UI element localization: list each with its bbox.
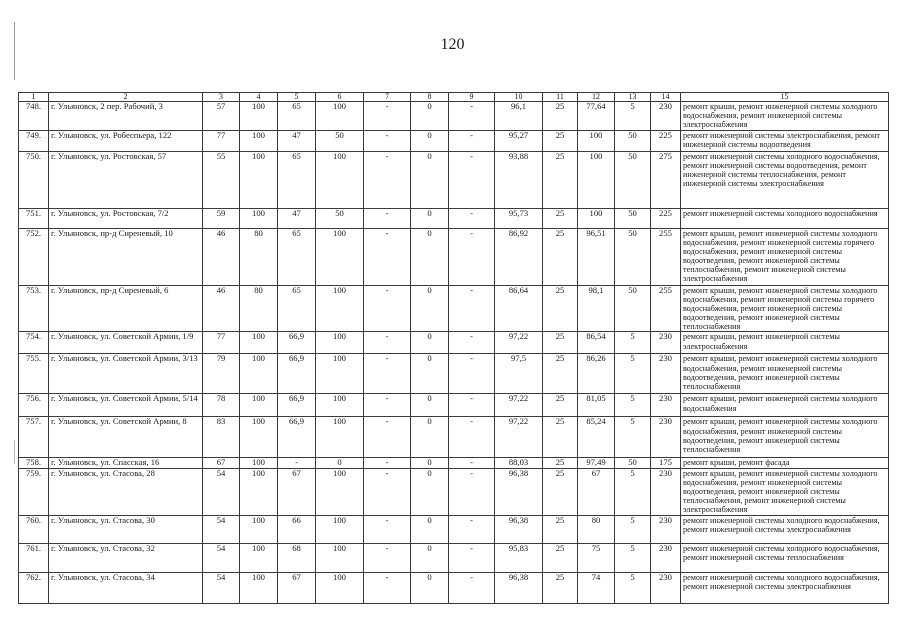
value-cell: 97,22 [495, 332, 543, 354]
header-cell-4: 4 [240, 93, 278, 102]
header-cell-6: 6 [316, 93, 364, 102]
value-cell: 100 [240, 417, 278, 458]
value-cell: 96,38 [495, 515, 543, 543]
value-cell: 0 [411, 417, 449, 458]
value-cell: 230 [651, 417, 681, 458]
value-cell: 86,92 [495, 229, 543, 286]
work-types-cell: ремонт крыши, ремонт инженерной системы холодного водоснабжения, ремонт инженерной системы горячего водоснабжения, ремонт инженерной системы водоотведения, ремонт инженерной системы теплоснабжения [681, 286, 889, 332]
work-types-cell: ремонт крыши, ремонт фасада [681, 458, 889, 468]
value-cell: - [449, 394, 495, 417]
value-cell: 100 [316, 332, 364, 354]
value-cell: 100 [240, 354, 278, 394]
value-cell: 0 [411, 572, 449, 603]
work-types-cell: ремонт инженерной системы холодного водоснабжения, ремонт инженерной системы теплоснабжения [681, 543, 889, 572]
value-cell: 96,38 [495, 572, 543, 603]
value-cell: 5 [615, 394, 651, 417]
value-cell: - [364, 394, 411, 417]
value-cell: 230 [651, 354, 681, 394]
value-cell: 100 [316, 417, 364, 458]
value-cell: 230 [651, 515, 681, 543]
value-cell: 100 [316, 286, 364, 332]
value-cell: - [449, 332, 495, 354]
row-number-cell: 759. [19, 468, 49, 515]
value-cell: - [364, 332, 411, 354]
value-cell: 275 [651, 152, 681, 209]
value-cell: 65 [278, 152, 316, 209]
value-cell: 100 [316, 572, 364, 603]
work-types-cell: ремонт крыши, ремонт инженерной системы холодного водоснабжения, ремонт инженерной системы электроснабжения [681, 102, 889, 131]
work-types-cell: ремонт инженерной системы электроснабжения, ремонт инженерной системы водоотведения [681, 131, 889, 152]
value-cell: 100 [316, 152, 364, 209]
value-cell: 100 [316, 515, 364, 543]
value-cell: 0 [411, 286, 449, 332]
work-types-cell: ремонт инженерной системы холодного водоснабжения, ремонт инженерной системы электроснабжения [681, 515, 889, 543]
row-number-cell: 753. [19, 286, 49, 332]
value-cell: 0 [411, 209, 449, 229]
value-cell: - [449, 131, 495, 152]
value-cell: - [364, 458, 411, 468]
row-number-cell: 755. [19, 354, 49, 394]
header-cell-7: 7 [364, 93, 411, 102]
value-cell: - [364, 102, 411, 131]
value-cell: 57 [203, 102, 240, 131]
value-cell: 230 [651, 332, 681, 354]
value-cell: 65 [278, 229, 316, 286]
value-cell: 0 [411, 394, 449, 417]
work-types-cell: ремонт крыши, ремонт инженерной системы холодного водоснабжения, ремонт инженерной системы горячего водоснабжения, ремонт инженерной системы водоотведения, ремонт инженерной системы теплоснабжения, ремонт инженерной системы электроснабжения [681, 229, 889, 286]
page-number: 120 [440, 36, 465, 53]
work-types-cell: ремонт крыши, ремонт инженерной системы холодного водоснабжения, ремонт инженерной системы водоотведения, ремонт инженерной системы теплоснабжения, ремонт инженерной системы электроснабжения [681, 468, 889, 515]
value-cell: - [449, 152, 495, 209]
value-cell: 88,03 [495, 458, 543, 468]
table-row [19, 458, 889, 468]
value-cell: 5 [615, 468, 651, 515]
table-row [19, 286, 889, 332]
value-cell: 96,1 [495, 102, 543, 131]
value-cell: - [364, 229, 411, 286]
table-row [19, 152, 889, 209]
value-cell: - [449, 209, 495, 229]
value-cell: - [449, 572, 495, 603]
value-cell: 0 [411, 468, 449, 515]
value-cell: 25 [543, 468, 578, 515]
value-cell: 67 [278, 468, 316, 515]
value-cell: 68 [278, 543, 316, 572]
value-cell: 54 [203, 515, 240, 543]
table-row [19, 332, 889, 354]
value-cell: 100 [316, 354, 364, 394]
work-types-cell: ремонт крыши, ремонт инженерной системы холодного водоснабжения [681, 394, 889, 417]
value-cell: 5 [615, 515, 651, 543]
value-cell: 100 [316, 468, 364, 515]
address-cell: г. Ульяновск, ул. Советской Армии, 3/13 [49, 354, 203, 394]
work-types-cell: ремонт крыши, ремонт инженерной системы холодного водоснабжения, ремонт инженерной системы водоотведения, ремонт инженерной системы теплоснабжения [681, 417, 889, 458]
value-cell: 59 [203, 209, 240, 229]
value-cell: 100 [240, 515, 278, 543]
row-number-cell: 751. [19, 209, 49, 229]
value-cell: 77 [203, 332, 240, 354]
value-cell: - [278, 458, 316, 468]
value-cell: 100 [240, 332, 278, 354]
table-row [19, 572, 889, 603]
value-cell: 77 [203, 131, 240, 152]
value-cell: 47 [278, 131, 316, 152]
work-types-cell: ремонт крыши, ремонт инженерной системы электроснабжения [681, 332, 889, 354]
value-cell: 83 [203, 417, 240, 458]
value-cell: 66,9 [278, 394, 316, 417]
value-cell: 0 [411, 332, 449, 354]
value-cell: 5 [615, 102, 651, 131]
row-number-cell: 762. [19, 572, 49, 603]
value-cell: 175 [651, 458, 681, 468]
value-cell: - [364, 572, 411, 603]
value-cell: 100 [240, 102, 278, 131]
address-cell: г. Ульяновск, ул. Советской Армии, 8 [49, 417, 203, 458]
work-types-cell: ремонт инженерной системы холодного водоснабжения, ремонт инженерной системы электроснабжения [681, 572, 889, 603]
row-number-cell: 754. [19, 332, 49, 354]
address-cell: г. Ульяновск, ул. Стасова, 32 [49, 543, 203, 572]
value-cell: 25 [543, 286, 578, 332]
header-cell-3: 3 [203, 93, 240, 102]
table-row [19, 209, 889, 229]
header-cell-8: 8 [411, 93, 449, 102]
value-cell: 230 [651, 468, 681, 515]
value-cell: 95,83 [495, 543, 543, 572]
value-cell: - [449, 229, 495, 286]
value-cell: 74 [578, 572, 615, 603]
work-types-cell: ремонт инженерной системы холодного водоснабжения, ремонт инженерной системы водоотведения, ремонт инженерной системы теплоснабжения, ремонт инженерной системы электроснабжения [681, 152, 889, 209]
value-cell: 67 [203, 458, 240, 468]
value-cell: 67 [278, 572, 316, 603]
address-cell: г. Ульяновск, 2 пер. Рабочий, 3 [49, 102, 203, 131]
value-cell: 25 [543, 354, 578, 394]
row-number-cell: 758. [19, 458, 49, 468]
value-cell: 5 [615, 354, 651, 394]
value-cell: 97,49 [578, 458, 615, 468]
value-cell: 50 [316, 131, 364, 152]
value-cell: - [449, 102, 495, 131]
repair-register-table [18, 92, 889, 604]
value-cell: - [364, 286, 411, 332]
value-cell: 100 [240, 458, 278, 468]
value-cell: 100 [240, 572, 278, 603]
value-cell: 230 [651, 394, 681, 417]
table-row [19, 417, 889, 458]
address-cell: г. Ульяновск, ул. Спасская, 16 [49, 458, 203, 468]
value-cell: 100 [240, 468, 278, 515]
table-row [19, 394, 889, 417]
address-cell: г. Ульяновск, пр-д Сиреневый, 10 [49, 229, 203, 286]
value-cell: 81,05 [578, 394, 615, 417]
value-cell: 25 [543, 458, 578, 468]
value-cell: 225 [651, 131, 681, 152]
value-cell: 25 [543, 152, 578, 209]
row-number-cell: 752. [19, 229, 49, 286]
value-cell: 97,22 [495, 394, 543, 417]
table-row [19, 468, 889, 515]
value-cell: 255 [651, 229, 681, 286]
value-cell: - [364, 209, 411, 229]
row-number-cell: 760. [19, 515, 49, 543]
value-cell: - [449, 468, 495, 515]
value-cell: - [364, 131, 411, 152]
value-cell: 25 [543, 102, 578, 131]
value-cell: - [364, 515, 411, 543]
value-cell: 67 [578, 468, 615, 515]
value-cell: 5 [615, 332, 651, 354]
value-cell: 100 [316, 102, 364, 131]
value-cell: 25 [543, 209, 578, 229]
value-cell: 0 [411, 354, 449, 394]
value-cell: 95,73 [495, 209, 543, 229]
header-cell-11: 11 [543, 93, 578, 102]
value-cell: 100 [316, 229, 364, 286]
value-cell: 50 [615, 209, 651, 229]
value-cell: 46 [203, 286, 240, 332]
value-cell: 25 [543, 543, 578, 572]
value-cell: 85,24 [578, 417, 615, 458]
value-cell: - [364, 468, 411, 515]
value-cell: 5 [615, 543, 651, 572]
header-cell-12: 12 [578, 93, 615, 102]
value-cell: 0 [411, 229, 449, 286]
value-cell: 5 [615, 572, 651, 603]
row-number-cell: 761. [19, 543, 49, 572]
value-cell: - [449, 286, 495, 332]
value-cell: 25 [543, 515, 578, 543]
address-cell: г. Ульяновск, ул. Стасова, 34 [49, 572, 203, 603]
row-number-cell: 757. [19, 417, 49, 458]
header-cell-10: 10 [495, 93, 543, 102]
value-cell: 54 [203, 543, 240, 572]
value-cell: 0 [411, 131, 449, 152]
table-row [19, 515, 889, 543]
address-cell: г. Ульяновск, ул. Робеспьера, 122 [49, 131, 203, 152]
header-cell-9: 9 [449, 93, 495, 102]
value-cell: 5 [615, 417, 651, 458]
value-cell: 46 [203, 229, 240, 286]
value-cell: 25 [543, 131, 578, 152]
header-cell-14: 14 [651, 93, 681, 102]
value-cell: 80 [240, 229, 278, 286]
row-number-cell: 748. [19, 102, 49, 131]
value-cell: 100 [316, 543, 364, 572]
value-cell: - [364, 543, 411, 572]
value-cell: 50 [615, 131, 651, 152]
address-cell: г. Ульяновск, ул. Ростовская, 57 [49, 152, 203, 209]
value-cell: - [364, 354, 411, 394]
table-row [19, 354, 889, 394]
value-cell: 66,9 [278, 417, 316, 458]
value-cell: 97,5 [495, 354, 543, 394]
value-cell: 0 [411, 152, 449, 209]
header-cell-13: 13 [615, 93, 651, 102]
value-cell: 97,22 [495, 417, 543, 458]
value-cell: 100 [240, 209, 278, 229]
value-cell: 100 [240, 543, 278, 572]
value-cell: 93,88 [495, 152, 543, 209]
value-cell: 95,27 [495, 131, 543, 152]
value-cell: 0 [411, 515, 449, 543]
row-number-cell: 749. [19, 131, 49, 152]
value-cell: 66,9 [278, 332, 316, 354]
header-cell-15: 15 [681, 93, 889, 102]
value-cell: 25 [543, 332, 578, 354]
table-body [19, 93, 889, 604]
value-cell: 25 [543, 229, 578, 286]
value-cell: 0 [411, 458, 449, 468]
value-cell: 100 [578, 131, 615, 152]
header-cell-5: 5 [278, 93, 316, 102]
value-cell: 54 [203, 572, 240, 603]
value-cell: 255 [651, 286, 681, 332]
value-cell: 50 [615, 458, 651, 468]
address-cell: г. Ульяновск, ул. Стасова, 30 [49, 515, 203, 543]
value-cell: 98,1 [578, 286, 615, 332]
value-cell: 47 [278, 209, 316, 229]
value-cell: 100 [316, 394, 364, 417]
value-cell: - [364, 417, 411, 458]
value-cell: - [364, 152, 411, 209]
value-cell: 100 [240, 152, 278, 209]
value-cell: - [449, 354, 495, 394]
value-cell: 0 [411, 102, 449, 131]
value-cell: 50 [615, 286, 651, 332]
value-cell: 0 [316, 458, 364, 468]
value-cell: 96,38 [495, 468, 543, 515]
header-cell-1: 1 [19, 93, 49, 102]
table-row [19, 131, 889, 152]
value-cell: 86,54 [578, 332, 615, 354]
value-cell: 230 [651, 572, 681, 603]
header-row [19, 93, 889, 102]
work-types-cell: ремонт инженерной системы холодного водоснабжения [681, 209, 889, 229]
row-number-cell: 750. [19, 152, 49, 209]
value-cell: 25 [543, 417, 578, 458]
value-cell: 25 [543, 572, 578, 603]
value-cell: 96,51 [578, 229, 615, 286]
table-row [19, 229, 889, 286]
value-cell: 75 [578, 543, 615, 572]
value-cell: 79 [203, 354, 240, 394]
value-cell: 0 [411, 543, 449, 572]
value-cell: 100 [240, 394, 278, 417]
address-cell: г. Ульяновск, пр-д Сиреневый, 6 [49, 286, 203, 332]
value-cell: 77,64 [578, 102, 615, 131]
value-cell: 80 [578, 515, 615, 543]
value-cell: 65 [278, 102, 316, 131]
value-cell: 80 [240, 286, 278, 332]
address-cell: г. Ульяновск, ул. Стасова, 28 [49, 468, 203, 515]
address-cell: г. Ульяновск, ул. Советской Армии, 5/14 [49, 394, 203, 417]
value-cell: 86,26 [578, 354, 615, 394]
value-cell: 65 [278, 286, 316, 332]
work-types-cell: ремонт крыши, ремонт инженерной системы холодного водоснабжения, ремонт инженерной системы водоотведения, ремонт инженерной системы теплоснабжения [681, 354, 889, 394]
value-cell: 100 [240, 131, 278, 152]
value-cell: 230 [651, 102, 681, 131]
address-cell: г. Ульяновск, ул. Советской Армии, 1/9 [49, 332, 203, 354]
value-cell: 55 [203, 152, 240, 209]
value-cell: 50 [316, 209, 364, 229]
value-cell: 66 [278, 515, 316, 543]
value-cell: 50 [615, 229, 651, 286]
value-cell: 78 [203, 394, 240, 417]
scan-margin-mark [14, 440, 15, 464]
value-cell: 230 [651, 543, 681, 572]
value-cell: 100 [578, 152, 615, 209]
table-row [19, 543, 889, 572]
value-cell: 54 [203, 468, 240, 515]
address-cell: г. Ульяновск, ул. Ростовская, 7/2 [49, 209, 203, 229]
value-cell: - [449, 417, 495, 458]
value-cell: 86,64 [495, 286, 543, 332]
value-cell: 66,9 [278, 354, 316, 394]
value-cell: - [449, 515, 495, 543]
value-cell: 100 [578, 209, 615, 229]
value-cell: - [449, 458, 495, 468]
header-cell-2: 2 [49, 93, 203, 102]
value-cell: 25 [543, 394, 578, 417]
value-cell: 50 [615, 152, 651, 209]
table-row [19, 102, 889, 131]
value-cell: 225 [651, 209, 681, 229]
row-number-cell: 756. [19, 394, 49, 417]
value-cell: - [449, 543, 495, 572]
